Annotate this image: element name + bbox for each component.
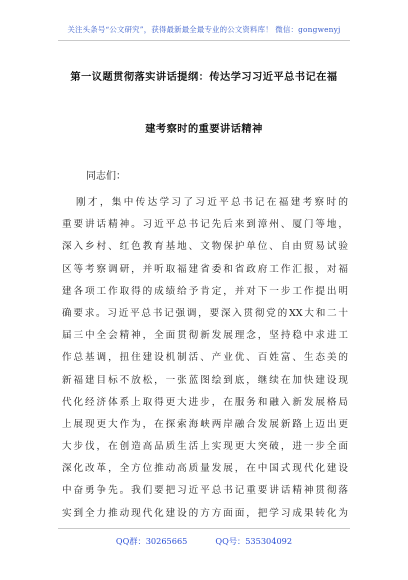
body-line: 作总基调，扭住建设机制活、产业优、百姓富、生态美的: [62, 352, 348, 364]
footer-contact: [0, 536, 408, 547]
body-line: 深化改革，全方位推动高质量发展，在中国式现代化建设: [62, 463, 348, 475]
salutation: 同志们：: [86, 171, 126, 182]
footer-divider: [58, 528, 350, 529]
body-line: 确要求。习近平总书记强调，要深入贯彻党的XX大和二十: [62, 307, 348, 319]
body-line: 代化经济体系上取得更大进步，在服务和融入新发展格局: [62, 396, 348, 408]
body-line: 建各项工作取得的成绩给予肯定，并对下一步工作提出明: [62, 285, 348, 297]
header-banner: 关注头条号“公文研究”，获得最新最全最专业的公文资料库！ 微信：gongwenyj: [67, 25, 341, 34]
qq-label: QQ号：: [215, 536, 246, 546]
body-line: 届三中全会精神，全面贯彻新发展理念，坚持稳中求进工: [62, 330, 348, 342]
body-line: 刚才，集中传达学习了习近平总书记在福建考察时的: [76, 197, 348, 208]
qq-number: 535304092: [245, 536, 293, 546]
body-line: 重要讲话精神。习近平总书记先后来到漳州、厦门等地，: [62, 219, 348, 231]
body-line: 大步伐，在创造高品质生活上实现更大突破，进一步全面: [62, 441, 348, 453]
header-divider: [58, 40, 350, 41]
document-title-line-1: 第一议题贯彻落实讲话提纲：传达学习习近平总书记在福: [70, 72, 338, 83]
body-paragraph: [62, 192, 348, 525]
body-line: 实到全力推动现代化建设的方方面面，把学习成果转化为: [62, 507, 348, 519]
body-line: 区等考察调研，并听取福建省委和省政府工作汇报，对福: [62, 263, 348, 275]
qq-group-number: 30265665: [145, 536, 188, 546]
qq-group-label: QQ群：: [115, 536, 146, 546]
body-line: 深入乡村、红色教育基地、文物保护单位、自由贸易试验: [62, 241, 348, 253]
document-title-line-2: 建考察时的重要讲话精神: [145, 124, 263, 135]
body-line: 中奋勇争先。我们要把习近平总书记重要讲话精神贯彻落: [62, 485, 348, 497]
body-line: 上展现更大作为，在探索海峡两岸融合发展新路上迈出更: [62, 418, 348, 430]
body-line: 新福建目标不放松，一张蓝图绘到底，继续在加快建设现: [62, 374, 348, 386]
